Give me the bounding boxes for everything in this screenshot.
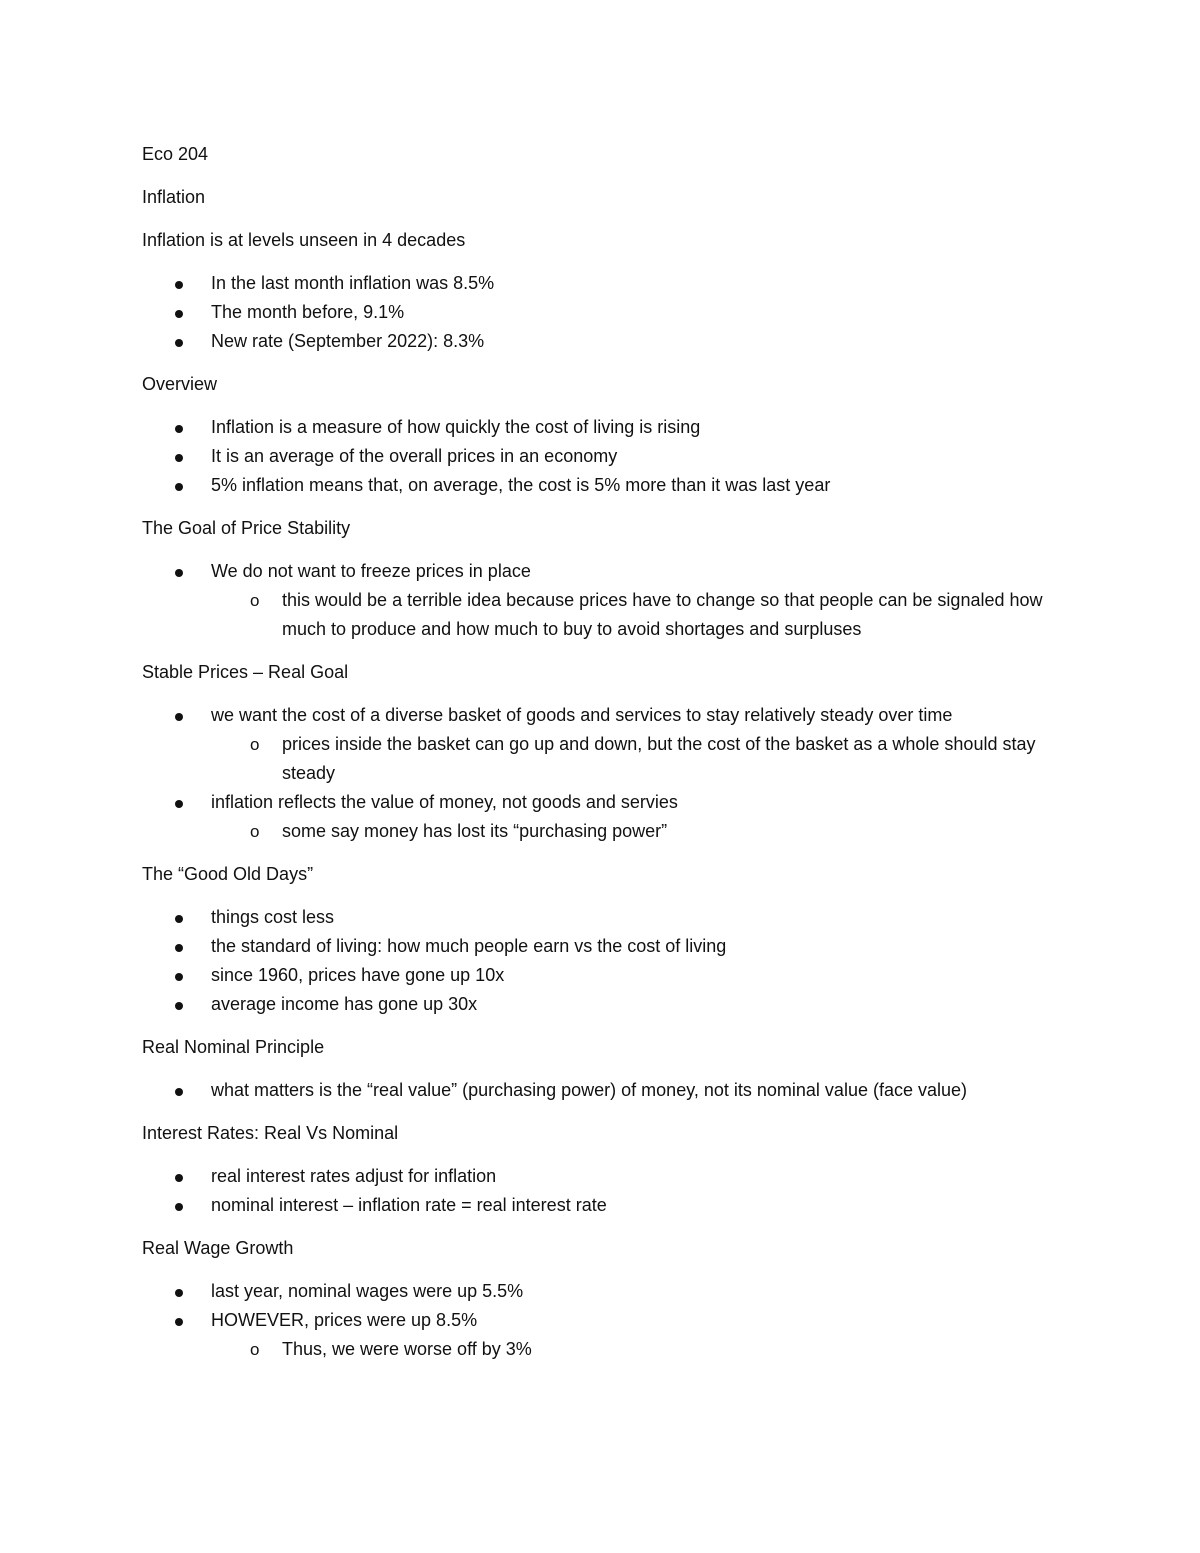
list-item-text: HOWEVER, prices were up 8.5%: [211, 1310, 478, 1330]
section-heading-real-nominal: Real Nominal Principle: [142, 1037, 325, 1057]
bullet-icon: [175, 915, 183, 923]
good-old-days-list: [142, 903, 1082, 1019]
list-item: [142, 269, 1082, 298]
list-item-text: we want the cost of a diverse basket of goods and services to stay relatively steady over time: [211, 705, 953, 725]
sub-list-item-text: some say money has lost its “purchasing power”: [282, 821, 668, 841]
list-item-text: average income has gone up 30x: [211, 994, 478, 1014]
bullet-icon: [175, 1002, 183, 1010]
bullet-icon: [175, 483, 183, 491]
bullet-icon: [175, 1289, 183, 1297]
bullet-icon: [175, 1203, 183, 1211]
bullet-icon: [175, 569, 183, 577]
sub-list-item: [142, 730, 1082, 788]
list-item-text: We do not want to freeze prices in place: [211, 561, 531, 581]
bullet-icon: [175, 339, 183, 347]
list-item: [142, 1191, 1082, 1220]
real-nominal-list: [142, 1076, 1082, 1105]
real-wage-list: [142, 1277, 1082, 1364]
intro-heading: Inflation is at levels unseen in 4 decades: [142, 230, 466, 250]
course-title: Eco 204: [142, 144, 209, 164]
list-item: [142, 442, 1082, 471]
stable-prices-list: [142, 701, 1082, 846]
sub-list: [211, 586, 1082, 644]
bullet-icon: [175, 944, 183, 952]
list-item-text: In the last month inflation was 8.5%: [211, 273, 495, 293]
bullet-icon: [175, 425, 183, 433]
bullet-icon: [175, 454, 183, 462]
price-stability-list: [142, 557, 1082, 644]
list-item: [142, 1162, 1082, 1191]
overview-list: [142, 413, 1082, 500]
list-item: [142, 990, 1082, 1019]
list-item-text: the standard of living: how much people earn vs the cost of living: [211, 936, 727, 956]
bullet-icon: [175, 281, 183, 289]
list-item-text: Inflation is a measure of how quickly the cost of living is rising: [211, 417, 701, 437]
circle-bullet-icon: o: [250, 735, 260, 754]
list-item: [142, 1277, 1082, 1306]
bullet-icon: [175, 1174, 183, 1182]
sub-list-item-text: Thus, we were worse off by 3%: [282, 1339, 532, 1359]
sub-list: [211, 817, 1082, 846]
list-item: [142, 1306, 1082, 1364]
bullet-icon: [175, 800, 183, 808]
sub-list: [211, 1335, 1082, 1364]
section-heading-real-wage: Real Wage Growth: [142, 1238, 294, 1258]
circle-bullet-icon: o: [250, 591, 260, 610]
list-item: [142, 557, 1082, 644]
circle-bullet-icon: o: [250, 1340, 260, 1359]
list-item-text: what matters is the “real value” (purchasing power) of money, not its nominal value (face value): [211, 1080, 968, 1100]
interest-rates-list: [142, 1162, 1082, 1220]
sub-list-item: [142, 1335, 1082, 1364]
list-item-text: last year, nominal wages were up 5.5%: [211, 1281, 524, 1301]
list-item: [142, 903, 1082, 932]
sub-list-item-text: prices inside the basket can go up and down, but the cost of the basket as a whole should stay steady: [282, 734, 1036, 783]
list-item-text: It is an average of the overall prices in an economy: [211, 446, 618, 466]
intro-list: [142, 269, 1082, 356]
section-heading-stable-prices: Stable Prices – Real Goal: [142, 662, 349, 682]
list-item-text: since 1960, prices have gone up 10x: [211, 965, 505, 985]
section-heading-interest-rates: Interest Rates: Real Vs Nominal: [142, 1123, 399, 1143]
list-item-text: real interest rates adjust for inflation: [211, 1166, 497, 1186]
list-item: [142, 961, 1082, 990]
list-item-text: 5% inflation means that, on average, the cost is 5% more than it was last year: [211, 475, 831, 495]
list-item-text: things cost less: [211, 907, 335, 927]
bullet-icon: [175, 973, 183, 981]
list-item: [142, 327, 1082, 356]
list-item: [142, 932, 1082, 961]
list-item: [142, 1076, 1082, 1105]
list-item: [142, 471, 1082, 500]
list-item-text: inflation reflects the value of money, not goods and servies: [211, 792, 678, 812]
section-heading-overview: Overview: [142, 374, 218, 394]
list-item-text: The month before, 9.1%: [211, 302, 405, 322]
bullet-icon: [175, 310, 183, 318]
section-heading-price-stability: The Goal of Price Stability: [142, 518, 351, 538]
list-item: [142, 788, 1082, 846]
bullet-icon: [175, 1318, 183, 1326]
circle-bullet-icon: o: [250, 822, 260, 841]
list-item-text: nominal interest – inflation rate = real interest rate: [211, 1195, 607, 1215]
sub-list-item: [142, 586, 1082, 644]
section-heading-good-old-days: The “Good Old Days”: [142, 864, 314, 884]
list-item-text: New rate (September 2022): 8.3%: [211, 331, 485, 351]
sub-list: [211, 730, 1082, 788]
topic-title: Inflation: [142, 187, 206, 207]
list-item: [142, 701, 1082, 788]
bullet-icon: [175, 1088, 183, 1096]
list-item: [142, 298, 1082, 327]
list-item: [142, 413, 1082, 442]
sub-list-item: [142, 817, 1082, 846]
sub-list-item-text: this would be a terrible idea because prices have to change so that people can be signaled how much to produce and how much to buy to avoid shortages and surpluses: [282, 590, 1043, 639]
bullet-icon: [175, 713, 183, 721]
document-page: [142, 140, 1082, 1378]
